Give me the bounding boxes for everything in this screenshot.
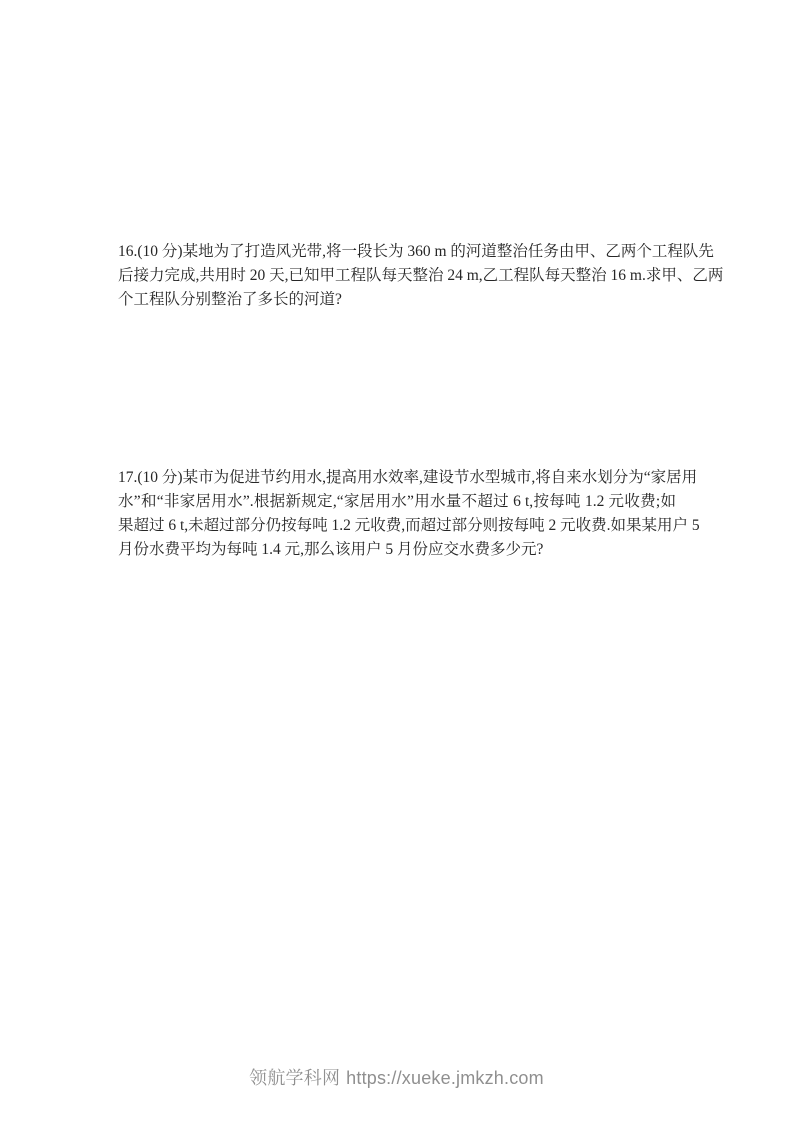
watermark-site-name: 领航学科网 [249, 1068, 341, 1088]
question-17-answer-space [118, 565, 676, 1035]
question-16 [118, 240, 724, 312]
question-17 [118, 466, 700, 562]
question-17-line-4: 月份水费平均为每吨 1.4 元,那么该用户 5 月份应交水费多少元? [118, 541, 544, 558]
watermark-footer [0, 1066, 793, 1090]
question-17-line-3: 果超过 6 t,未超过部分仍按每吨 1.2 元收费,而超过部分则按每吨 2 元收费.如果某用户 5 [118, 517, 700, 534]
question-17-line-1: 17.(10 分)某市为促进节约用水,提高用水效率,建设节水型城市,将自来水划分为“家居用 [118, 469, 698, 486]
question-16-answer-space [118, 315, 676, 460]
question-16-line-2: 后接力完成,共用时 20 天,已知甲工程队每天整治 24 m,乙工程队每天整治 16 m.求甲、乙两 [118, 267, 724, 284]
question-16-line-1: 16.(10 分)某地为了打造风光带,将一段长为 360 m 的河道整治任务由甲、乙两个工程队先 [118, 243, 714, 260]
question-16-line-3: 个工程队分别整治了多长的河道? [118, 291, 342, 308]
question-17-line-2: 水”和“非家居用水”.根据新规定,“家居用水”用水量不超过 6 t,按每吨 1.2 元收费;如 [118, 493, 676, 510]
watermark-url: https://xueke.jmkzh.com [346, 1068, 544, 1088]
